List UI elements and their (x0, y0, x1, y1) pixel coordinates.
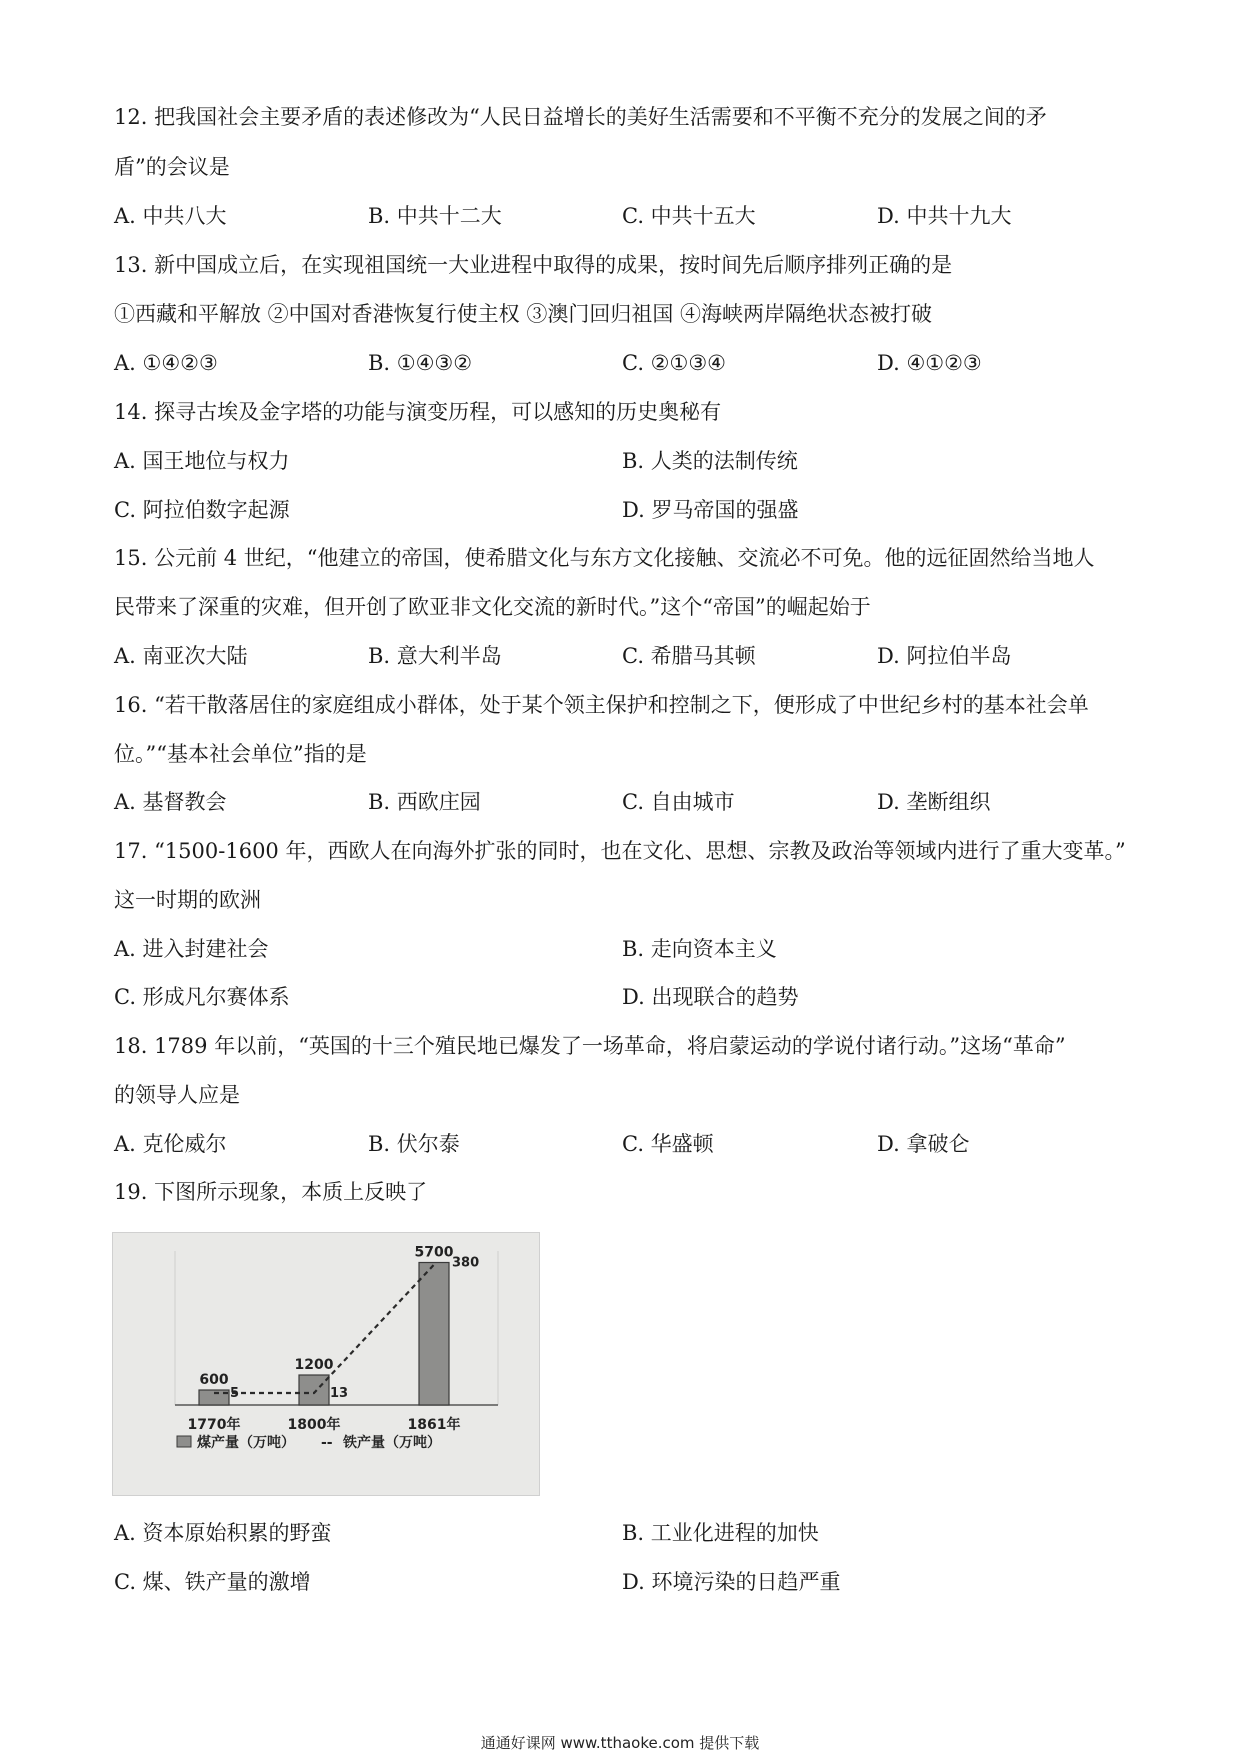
x-tick-label: 1800年 (287, 1417, 341, 1433)
q15-option-a[interactable]: A. 南亚次大陆 (114, 644, 248, 668)
q12-stem-line2: 盾”的会议是 (114, 155, 230, 179)
q16-stem-line1: 16. “若干散落居住的家庭组成小群体，处于某个领主保护和控制之下，便形成了中世纪乡村的基本社会单 (114, 693, 1089, 717)
q17-stem-line1: 17. “1500-1600 年，西欧人在向海外扩张的同时，也在文化、思想、宗教及政治等领域内进行了重大变革。” (114, 839, 1126, 863)
q14-stem-line1: 14. 探寻古埃及金字塔的功能与演变历程，可以感知的历史奥秘有 (114, 400, 722, 424)
x-tick-label: 1770年 (187, 1417, 241, 1433)
legend-iron-label: 铁产量（万吨） (343, 1435, 441, 1451)
coal-bar (419, 1263, 449, 1406)
q15-option-b[interactable]: B. 意大利半岛 (368, 644, 502, 668)
q16-option-c[interactable]: C. 自由城市 (622, 790, 735, 814)
q17-option-b[interactable]: B. 走向资本主义 (622, 937, 777, 961)
q18-option-d[interactable]: D. 拿破仑 (877, 1132, 970, 1156)
iron-point-label: 13 (330, 1386, 349, 1401)
q13-option-a[interactable]: A. ①④②③ (114, 351, 218, 375)
q18-option-b[interactable]: B. 伏尔泰 (368, 1132, 460, 1156)
q18-stem-line2: 的领导人应是 (114, 1083, 240, 1107)
iron-line (214, 1263, 436, 1394)
q12-option-d[interactable]: D. 中共十九大 (877, 204, 1012, 228)
coal-iron-output-chart (112, 1232, 540, 1496)
x-tick-label: 1861年 (407, 1417, 461, 1433)
q19-option-a[interactable]: A. 资本原始积累的野蛮 (114, 1521, 332, 1545)
coal-bar-label: 1200 (294, 1357, 334, 1373)
iron-point-label: 5 (230, 1386, 240, 1401)
q14-option-a[interactable]: A. 国王地位与权力 (114, 449, 290, 473)
q17-stem-line2: 这一时期的欧洲 (114, 888, 261, 912)
q16-stem-line2: 位。”“基本社会单位”指的是 (114, 742, 367, 766)
chart-svg (113, 1233, 539, 1495)
q13-stem-line2: ①西藏和平解放 ②中国对香港恢复行使主权 ③澳门回归祖国 ④海峡两岸隔绝状态被打破 (114, 302, 933, 326)
q13-stem-line1: 13. 新中国成立后，在实现祖国统一大业进程中取得的成果，按时间先后顺序排列正确的是 (114, 253, 953, 277)
q19-option-b[interactable]: B. 工业化进程的加快 (622, 1521, 819, 1545)
q15-option-c[interactable]: C. 希腊马其顿 (622, 644, 756, 668)
q12-option-b[interactable]: B. 中共十二大 (368, 204, 502, 228)
q16-option-a[interactable]: A. 基督教会 (114, 790, 227, 814)
q13-option-b[interactable]: B. ①④③② (368, 351, 473, 375)
q14-option-d[interactable]: D. 罗马帝国的强盛 (622, 498, 799, 522)
q17-option-c[interactable]: C. 形成凡尔赛体系 (114, 985, 290, 1009)
q12-option-c[interactable]: C. 中共十五大 (622, 204, 756, 228)
q19-stem-line1: 19. 下图所示现象，本质上反映了 (114, 1180, 428, 1204)
coal-bar-label: 600 (199, 1372, 229, 1388)
legend-coal-swatch (177, 1436, 191, 1447)
q17-option-a[interactable]: A. 进入封建社会 (114, 937, 269, 961)
q19-option-c[interactable]: C. 煤、铁产量的激增 (114, 1570, 311, 1594)
iron-point-label: 380 (452, 1255, 480, 1271)
page-footer: 通通好课网 www.tthaoke.com 提供下载 (480, 1734, 760, 1752)
q17-option-d[interactable]: D. 出现联合的趋势 (622, 985, 799, 1009)
q12-stem-line1: 12. 把我国社会主要矛盾的表述修改为“人民日益增长的美好生活需要和不平衡不充分的发展之间的矛 (114, 105, 1047, 129)
q15-stem-line2: 民带来了深重的灾难，但开创了欧亚非文化交流的新时代。”这个“帝国”的崛起始于 (114, 595, 871, 619)
q16-option-b[interactable]: B. 西欧庄园 (368, 790, 481, 814)
legend-iron-marker: -- (321, 1435, 333, 1451)
q15-option-d[interactable]: D. 阿拉伯半岛 (877, 644, 1012, 668)
q18-option-c[interactable]: C. 华盛顿 (622, 1132, 714, 1156)
coal-bar (299, 1375, 329, 1405)
legend-coal-label: 煤产量（万吨） (197, 1435, 295, 1451)
q12-option-a[interactable]: A. 中共八大 (114, 204, 227, 228)
q18-option-a[interactable]: A. 克伦威尔 (114, 1132, 227, 1156)
q19-option-d[interactable]: D. 环境污染的日趋严重 (622, 1570, 841, 1594)
q13-option-c[interactable]: C. ②①③④ (622, 351, 726, 375)
q14-option-b[interactable]: B. 人类的法制传统 (622, 449, 798, 473)
q14-option-c[interactable]: C. 阿拉伯数字起源 (114, 498, 290, 522)
coal-bar-label: 5700 (414, 1244, 454, 1261)
q13-option-d[interactable]: D. ④①②③ (877, 351, 982, 375)
q16-option-d[interactable]: D. 垄断组织 (877, 790, 991, 814)
q18-stem-line1: 18. 1789 年以前，“英国的十三个殖民地已爆发了一场革命，将启蒙运动的学说付诸行动。”这场“革命” (114, 1034, 1066, 1058)
q15-stem-line1: 15. 公元前 4 世纪，“他建立的帝国，使希腊文化与东方文化接触、交流必不可免。他的远征固然给当地人 (114, 546, 1095, 570)
